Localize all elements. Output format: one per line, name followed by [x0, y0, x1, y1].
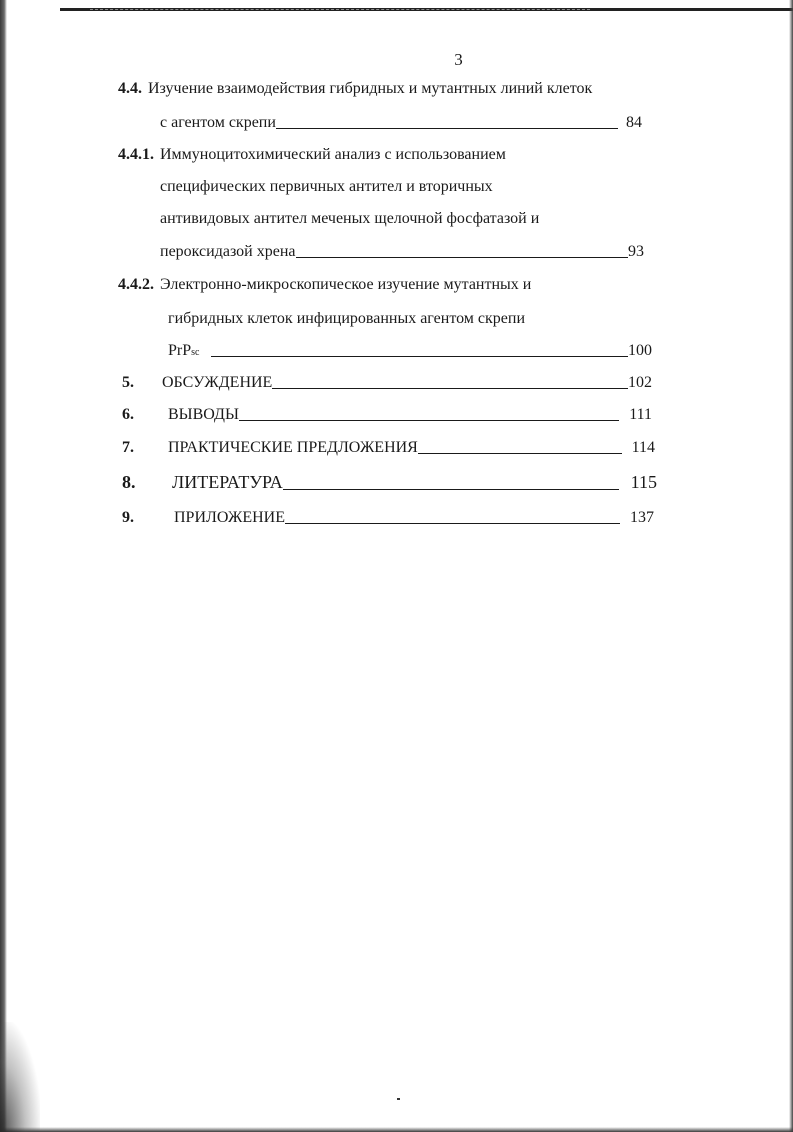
toc-entry-title: ЛИТЕРАТУРА: [172, 472, 283, 492]
toc-leader-line: [283, 489, 619, 490]
page-number: 3: [454, 50, 463, 69]
toc-leader-line: [211, 356, 628, 357]
toc-entry-number: 9.: [122, 509, 134, 526]
toc-entry-number: 5.: [122, 374, 134, 391]
toc-entry-title: ПРАКТИЧЕСКИЕ ПРЕДЛОЖЕНИЯ: [168, 439, 418, 456]
toc-entry-page: 114: [631, 439, 655, 456]
scan-left-edge: [0, 0, 7, 1132]
toc-entry-4-4-1-line1: [118, 146, 638, 164]
toc-entry-number: 4.4.2.: [118, 276, 154, 293]
toc-entry-7: [122, 439, 655, 457]
toc-entry-title-cont: антивидовых антител меченых щелочной фосфатазой и: [160, 210, 540, 227]
toc-leader-line: [276, 128, 618, 129]
scan-right-edge: [789, 0, 793, 1132]
toc-entry-4-4-2-line1: [118, 276, 638, 294]
scan-bottom-edge: [0, 1127, 793, 1132]
toc-entry-page: 137: [630, 509, 654, 526]
toc-entry-number: 6.: [122, 406, 134, 423]
toc-entry-8: [122, 472, 657, 493]
toc-leader-line: [239, 420, 619, 421]
toc-entry-9: [122, 509, 654, 527]
toc-entry-title-cont: специфических первичных антител и вторичных: [160, 178, 493, 195]
toc-entry-4-4-1-line4: [160, 243, 644, 261]
toc-entry-title-cont: с агентом скрепи: [160, 114, 276, 131]
toc-entry-page: 100: [628, 342, 652, 359]
toc-entry-title: ПРИЛОЖЕНИЕ: [174, 509, 286, 526]
scan-corner-shadow: [0, 1022, 40, 1132]
toc-entry-number: 4.4.: [118, 80, 142, 97]
toc-leader-line: [296, 257, 629, 258]
toc-entry-number: 7.: [122, 439, 134, 456]
toc-leader-line: [285, 523, 620, 524]
toc-entry-page: 115: [630, 472, 657, 492]
toc-entry-title: Электронно-микроскопическое изучение мутантных и: [160, 276, 532, 293]
toc-entry-title: ОБСУЖДЕНИЕ: [162, 374, 273, 391]
toc-entry-title-cont: пероксидазой хрена: [160, 243, 296, 260]
toc-leader-line: [272, 388, 628, 389]
toc-entry-5: [122, 374, 652, 392]
toc-entry-4-4-1-line3: [160, 210, 640, 228]
toc-entry-4-4-line1: [118, 80, 663, 98]
toc-entry-page: 93: [628, 243, 644, 260]
toc-entry-page: 84: [626, 114, 642, 131]
toc-entry-6: [122, 406, 652, 424]
scan-top-dashed-line: [90, 9, 590, 10]
toc-entry-page: 102: [628, 374, 652, 391]
toc-entry-title: Изучение взаимодействия гибридных и мутантных линий клеток: [148, 80, 593, 97]
toc-entry-number: 4.4.1.: [118, 146, 154, 163]
toc-leader-line: [418, 453, 622, 454]
toc-entry-title: Иммуноцитохимический анализ с использованием: [160, 146, 506, 163]
toc-entry-4-4-2-line3: PrP sc 100: [168, 342, 652, 359]
toc-entry-page: 111: [629, 406, 652, 423]
toc-entry-4-4-line2: [160, 114, 642, 132]
toc-entry-number: 8.: [122, 472, 136, 492]
toc-entry-title-cont: PrP: [168, 342, 192, 359]
toc-entry-title-cont: гибридных клеток инфицированных агентом скрепи: [168, 310, 526, 327]
toc-entry-4-4-2-line2: [168, 310, 648, 328]
scan-speck: [397, 1098, 400, 1100]
toc-entry-4-4-1-line2: [160, 178, 640, 196]
toc-entry-title: ВЫВОДЫ: [168, 406, 239, 423]
